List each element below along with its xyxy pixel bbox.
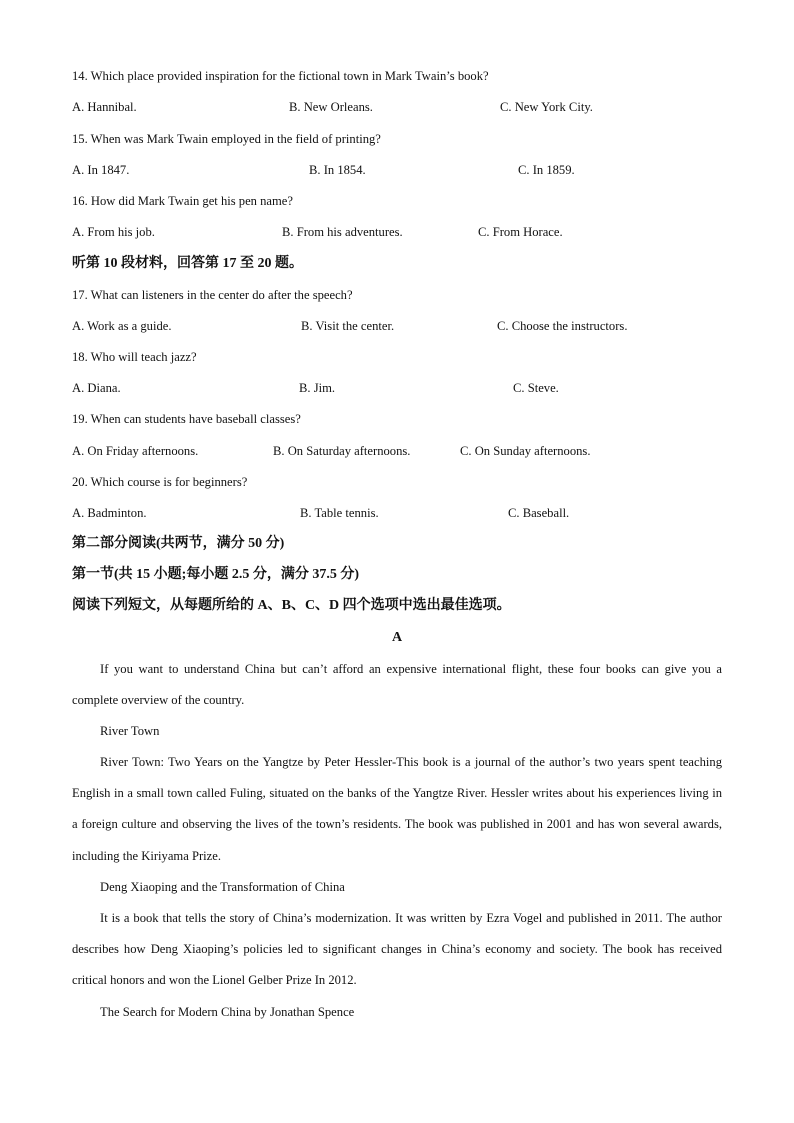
option-15-b: B. In 1854. [309, 163, 366, 177]
option-15-c: C. In 1859. [518, 163, 575, 177]
part-heading: 第二部分阅读(共两节，满分 50 分) [72, 536, 285, 551]
passage-intro-text: If you want to understand China but can’t afford an expensive international flight, these four books can give you a complete overview of the country. [72, 662, 722, 708]
option-17-a: A. Work as a guide. [72, 319, 172, 333]
question-18: 18. Who will teach jazz? [72, 350, 197, 364]
option-18-b: B. Jim. [299, 381, 336, 395]
option-19-a: A. On Friday afternoons. [72, 444, 199, 458]
book-description-text: River Town: Two Years on the Yangtze by Peter Hessler-This book is a journal of the author’s two years spent teaching English in a small town called Fuling, situated on the banks of the Yangtze River. Hessler writes about his experiences living in a foreign culture and observing the lives of the town’s residents. The book was published in 2001 and has won several awards, including the Kiriyama Prize. [72, 755, 722, 863]
instruction-text: 阅读下列短文，从每题所给的 A、B、C、D 四个选项中选出最佳选项。 [72, 598, 511, 613]
section-heading: 第一节(共 15 小题;每小题 2.5 分，满分 37.5 分) [72, 567, 359, 582]
section-heading: 听第 10 段材料，回答第 17 至 20 题。 [72, 256, 303, 271]
option-20-c: C. Baseball. [508, 506, 570, 520]
option-16-b: B. From his adventures. [282, 225, 403, 239]
question-20: 20. Which course is for beginners? [72, 475, 248, 489]
option-19-c: C. On Sunday afternoons. [460, 444, 591, 458]
question-19: 19. When can students have baseball classes? [72, 412, 301, 426]
option-19-b: B. On Saturday afternoons. [273, 444, 411, 458]
question-17: 17. What can listeners in the center do after the speech? [72, 288, 353, 302]
book-description-text: It is a book that tells the story of China’s modernization. It was written by Ezra Vogel and published in 2011. The author describes how Deng Xiaoping’s policies led to significant changes in China’s economy and society. The book has received critical honors and won the Lionel Gelber Prize In 2012. [72, 911, 722, 988]
option-18-a: A. Diana. [72, 381, 121, 395]
option-17-c: C. Choose the instructors. [497, 319, 628, 333]
option-14-c: C. New York City. [500, 100, 593, 114]
question-14: 14. Which place provided inspiration for the fictional town in Mark Twain’s book? [72, 69, 489, 83]
question-16: 16. How did Mark Twain get his pen name? [72, 194, 293, 208]
book-description [72, 747, 722, 872]
passage-intro [72, 654, 722, 716]
passage-letter: A [391, 630, 403, 645]
option-16-c: C. From Horace. [478, 225, 563, 239]
option-14-b: B. New Orleans. [289, 100, 373, 114]
option-17-b: B. Visit the center. [301, 319, 395, 333]
question-15: 15. When was Mark Twain employed in the field of printing? [72, 132, 381, 146]
option-15-a: A. In 1847. [72, 163, 130, 177]
option-20-b: B. Table tennis. [300, 506, 379, 520]
book-description [72, 903, 722, 997]
option-20-a: A. Badminton. [72, 506, 147, 520]
book-title: The Search for Modern China by Jonathan Spence [100, 1005, 355, 1019]
option-14-a: A. Hannibal. [72, 100, 137, 114]
book-title: Deng Xiaoping and the Transformation of China [100, 880, 345, 894]
book-title: River Town [100, 724, 160, 738]
option-18-c: C. Steve. [513, 381, 559, 395]
option-16-a: A. From his job. [72, 225, 155, 239]
